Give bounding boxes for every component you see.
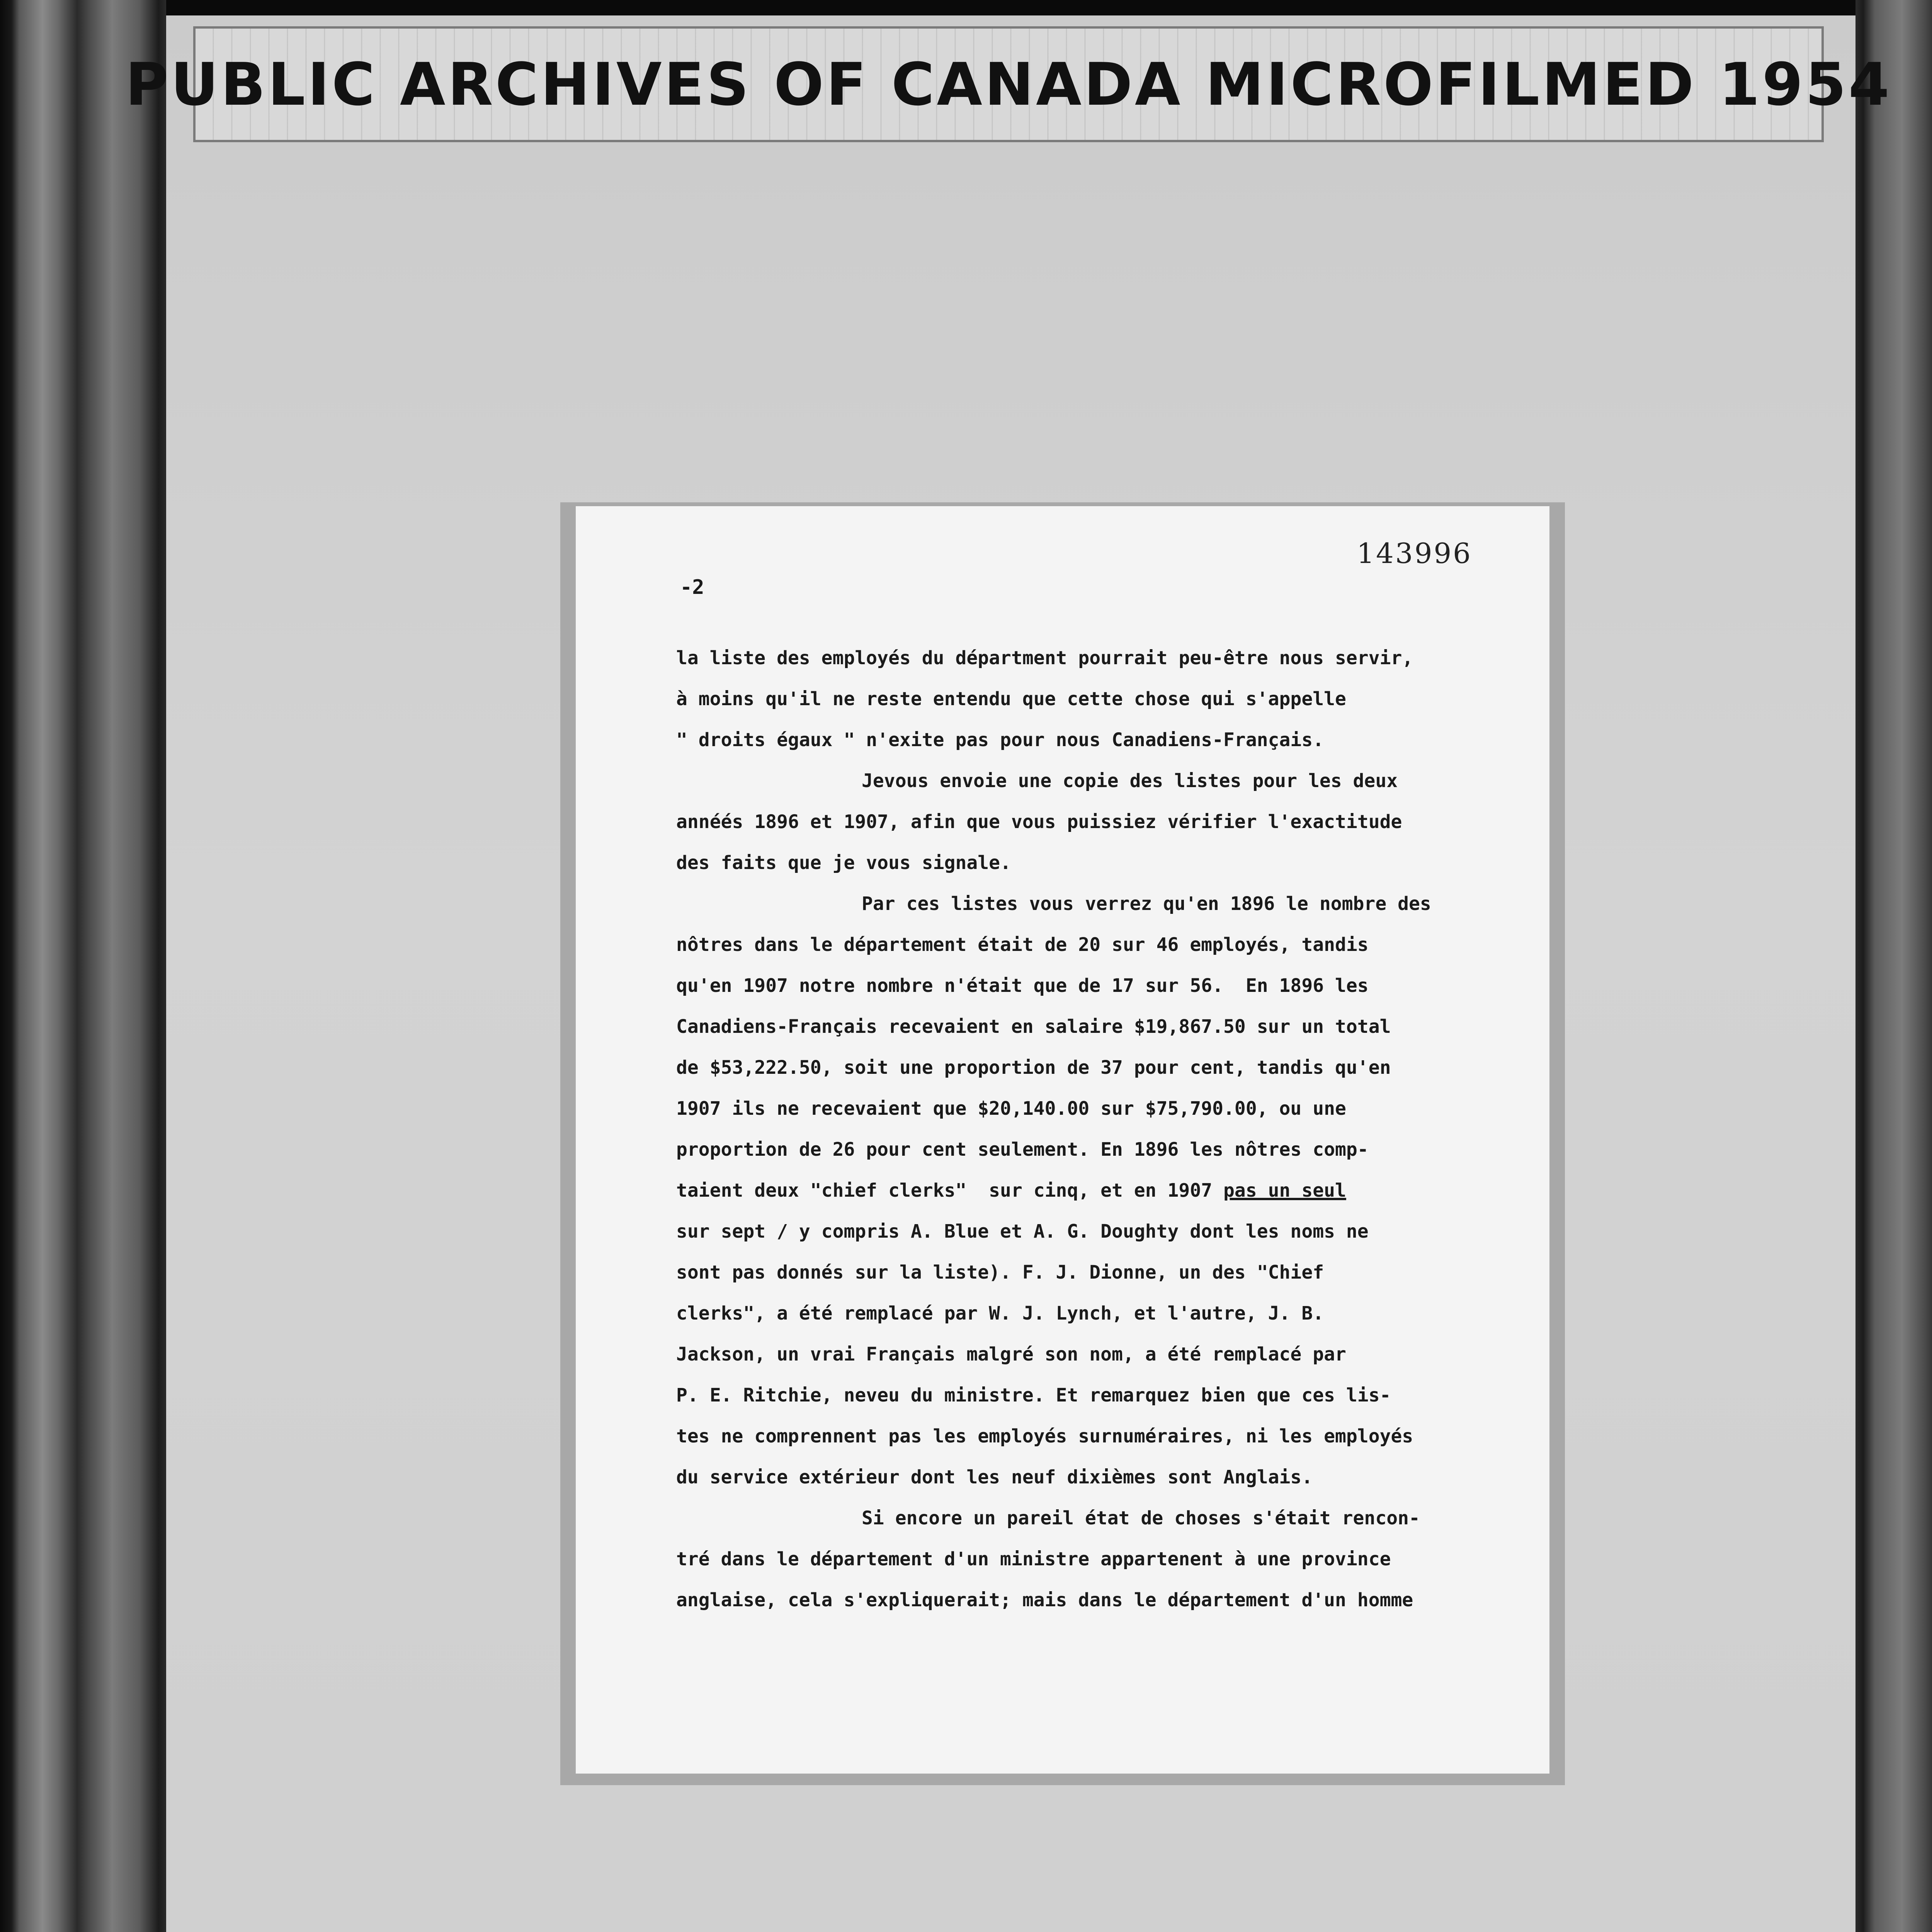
document-line-text: 1907 ils ne recevaient que $20,140.00 sur $75,790.00, ou une xyxy=(676,1098,1346,1119)
document-line xyxy=(676,1211,1526,1252)
document-line-text: du service extérieur dont les neuf dixièmes sont Anglais. xyxy=(676,1466,1313,1488)
document-line-text: sont pas donnés sur la liste). F. J. Dionne, un des "Chief xyxy=(676,1262,1324,1283)
document-line-text: à moins qu'il ne reste entendu que cette chose qui s'appelle xyxy=(676,688,1346,710)
document-line xyxy=(676,965,1526,1006)
document-line xyxy=(676,679,1526,719)
document-line xyxy=(676,1170,1526,1211)
document-line-text: annéés 1896 et 1907, afin que vous puissiez vérifier l'exactitude xyxy=(676,811,1402,833)
document-line-text: taient deux "chief clerks" sur cinq, et en 1907 xyxy=(676,1180,1224,1201)
underlined-phrase: pas un seul xyxy=(1223,1180,1346,1201)
document-line-text: Jevous envoie une copie des listes pour les deux xyxy=(862,770,1398,792)
document-line xyxy=(676,1088,1526,1129)
document-line-text: qu'en 1907 notre nombre n'était que de 17 sur 56. En 1896 les xyxy=(676,975,1369,997)
document-line-text: P. E. Ritchie, neveu du ministre. Et remarquez bien que ces lis- xyxy=(676,1384,1391,1406)
document-line-text: Jackson, un vrai Français malgré son nom, a été remplacé par xyxy=(676,1344,1346,1365)
document-line xyxy=(676,842,1526,883)
document-line-text: tes ne comprennent pas les employés surnuméraires, ni les employés xyxy=(676,1425,1413,1447)
document-line xyxy=(676,1580,1526,1621)
document-line xyxy=(676,1334,1526,1375)
document-line xyxy=(676,1293,1526,1334)
document-line-text: tré dans le département d'un ministre appartenent à une province xyxy=(676,1548,1391,1570)
document-line xyxy=(676,1457,1526,1498)
document-line xyxy=(676,1416,1526,1457)
document-line xyxy=(676,1252,1526,1293)
document-line xyxy=(676,1375,1526,1416)
document-line-text: de $53,222.50, soit une proportion de 37 pour cent, tandis qu'en xyxy=(676,1057,1391,1078)
document-line-text: nôtres dans le département était de 20 sur 46 employés, tandis xyxy=(676,934,1369,956)
document-line-text: clerks", a été remplacé par W. J. Lynch, et l'autre, J. B. xyxy=(676,1303,1324,1324)
document-line-text: anglaise, cela s'expliquerait; mais dans le département d'un homme xyxy=(676,1589,1413,1611)
document-body xyxy=(676,638,1526,1621)
document-line-text: des faits que je vous signale. xyxy=(676,852,1011,874)
document-line xyxy=(676,1539,1526,1580)
document-line-text: " droits égaux " n'exite pas pour nous Canadiens-Français. xyxy=(676,729,1324,751)
document-line xyxy=(676,1006,1526,1047)
document-line xyxy=(676,760,1526,801)
document-line-text: proportion de 26 pour cent seulement. En 1896 les nôtres comp- xyxy=(676,1139,1369,1160)
page-marker: -2 xyxy=(680,576,704,599)
document-line xyxy=(676,924,1526,965)
document-number: 143996 xyxy=(1357,537,1472,570)
document-line xyxy=(676,719,1526,760)
document-line xyxy=(676,638,1526,679)
document-line-text: Canadiens-Français recevaient en salaire $19,867.50 sur un total xyxy=(676,1016,1391,1037)
document-line-text: sur sept / y compris A. Blue et A. G. Doughty dont les noms ne xyxy=(676,1221,1369,1242)
document-line-text: Par ces listes vous verrez qu'en 1896 le nombre des xyxy=(862,893,1431,915)
document-line xyxy=(676,1498,1526,1539)
document-line-text: la liste des employés du départment pourrait peu-être nous servir, xyxy=(676,647,1413,669)
film-strip-right xyxy=(1855,0,1932,1932)
film-strip-left xyxy=(0,0,166,1932)
header-title: PUBLIC ARCHIVES OF CANADA MICROFILMED 1954 xyxy=(125,50,1892,119)
typed-document-page xyxy=(576,506,1549,1774)
document-line xyxy=(676,801,1526,842)
header-banner xyxy=(125,26,1892,142)
film-edge-top xyxy=(0,0,1932,15)
document-line xyxy=(676,1047,1526,1088)
document-line xyxy=(676,1129,1526,1170)
document-line-text: Si encore un pareil état de choses s'était rencon- xyxy=(862,1507,1420,1529)
document-line xyxy=(676,883,1526,924)
